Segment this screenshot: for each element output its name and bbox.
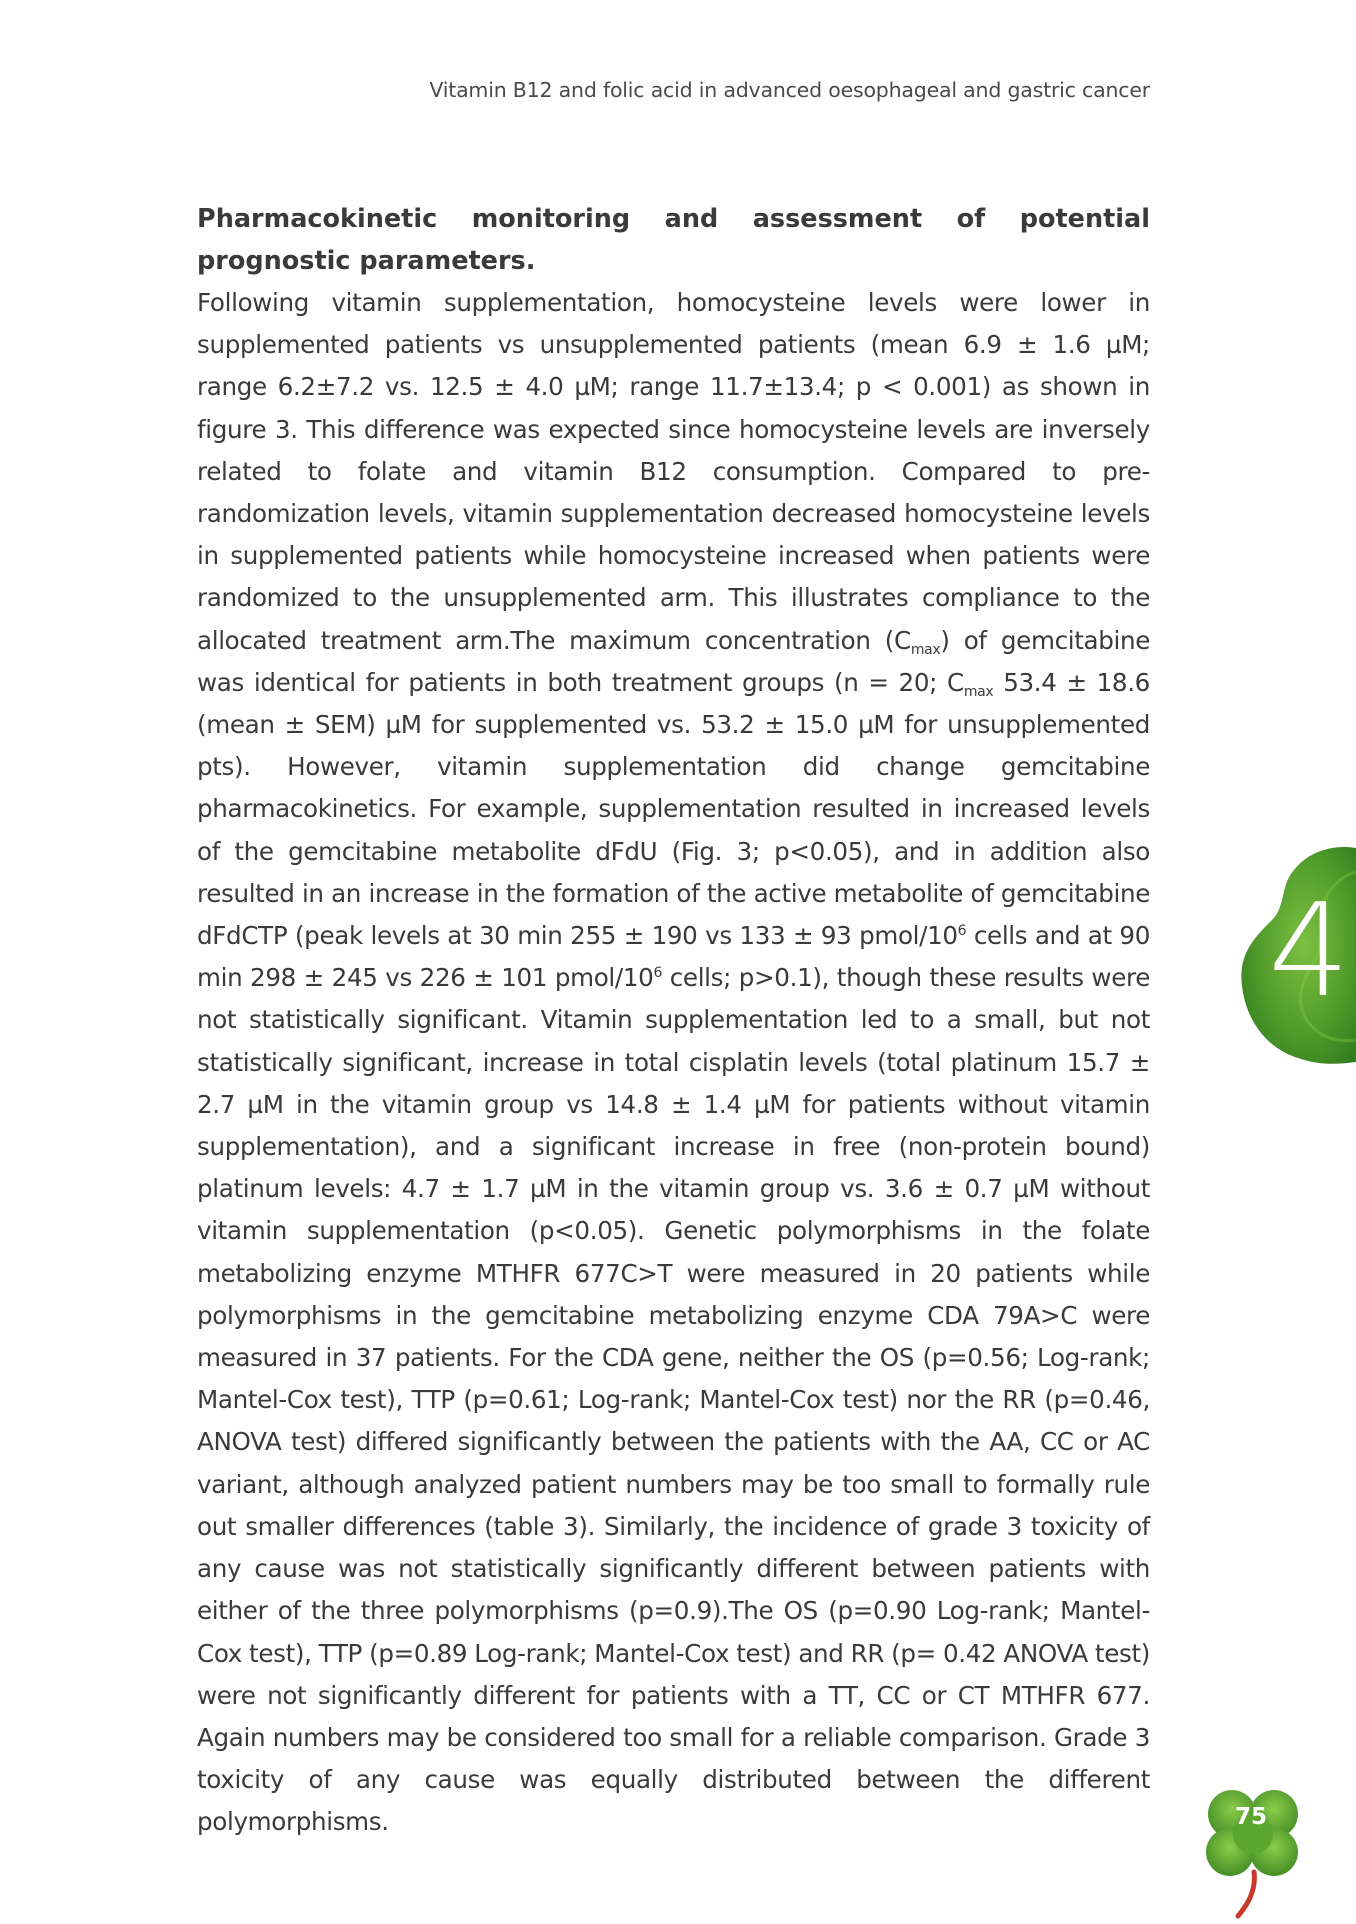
superscript-6: 6 xyxy=(957,923,967,940)
page-badge xyxy=(1198,1784,1308,1920)
main-content xyxy=(197,198,1150,1844)
text-run-4: cells and at 90 min 298 ± 245 vs 226 ± 101 pmol/10 xyxy=(197,921,1150,993)
cmax-subscript: max xyxy=(910,641,941,658)
text-run-3: 53.4 ± 18.6 (mean ± SEM) µM for supplemented vs. 53.2 ± 15.0 µM for unsupplemented pts). However, vitamin supplementation did change gemcitabine pharmacokinetics. For example, supplementation resulted in increased levels of the gemcitabine metabolite dFdU (Fig. 3; p<0.05), and in addition also resulted in an increase in the formation of the active metabolite of gemcitabine dFdCTP (peak levels at 30 min 255 ± 190 vs 133 ± 93 pmol/10 xyxy=(197,667,1150,951)
superscript-6: 6 xyxy=(653,965,663,982)
chapter-number: 4 xyxy=(1268,877,1350,1026)
chapter-tab xyxy=(1236,842,1356,1068)
section-heading: Pharmacokinetic monitoring and assessment of potential prognostic parameters. xyxy=(197,204,1150,276)
text-run-5: cells; p>0.1), though these results were not statistically significant. Vitamin supplementation led to a small, but not statistically significant, increase in total cisplatin levels (total platinum 15.7 ± 2.7 µM in the vitamin group vs 14.8 ± 1.4 µM for patients without vitamin supplementation), and a significant increase in free (non-protein bound) platinum levels: 4.7 ± 1.7 µM in the vitamin group vs. 3.6 ± 0.7 µM without vitamin supplementation (p<0.05). Genetic polymorphisms in the folate metabolizing enzyme MTHFR 677C>T were measured in 20 patients while polymorphisms in the gemcitabine metabolizing enzyme CDA 79A>C were measured in 37 patients. For the CDA gene, neither the OS (p=0.56; Log-rank; Mantel-Cox test), TTP (p=0.61; Log-rank; Mantel-Cox test) nor the RR (p=0.46, ANOVA test) differed significantly between the patients with the AA, CC or AC variant, although analyzed patient numbers may be too small to formally rule out smaller differences (table 3). Similarly, the incidence of grade 3 toxicity of any cause was not statistically significantly different between patients with either of the three polymorphisms (p=0.9).The OS (p=0.90 Log-rank; Mantel-Cox test), TTP (p=0.89 Log-rank; Mantel-Cox test) and RR (p= 0.42 ANOVA test) were not significantly different for patients with a TT, CC or CT MTHFR 677. Again numbers may be considered too small for a reliable comparison. Grade 3 toxicity of any cause was equally distributed between the different polymorphisms. xyxy=(197,963,1150,1837)
cmax-subscript: max xyxy=(963,683,994,700)
running-header: Vitamin B12 and folic acid in advanced oesophageal and gastric cancer xyxy=(429,78,1150,102)
text-run-2: ) of gemcitabine was identical for patients in both treatment groups (n = 20; C xyxy=(197,625,1150,697)
text-run-1: Following vitamin supplementation, homocysteine levels were lower in supplemented patients vs unsupplemented patients (mean 6.9 ± 1.6 µM; range 6.2±7.2 vs. 12.5 ± 4.0 µM; range 11.7±13.4; p < 0.001) as shown in figure 3. This difference was expected since homocysteine levels are inversely related to folate and vitamin B12 consumption. Compared to pre-randomization levels, vitamin supplementation decreased homocysteine levels in supplemented patients while homocysteine increased when patients were randomized to the unsupplemented arm. This illustrates compliance to the allocated treatment arm.The maximum concentration (C xyxy=(197,288,1150,655)
page-number: 75 xyxy=(1234,1804,1267,1830)
body-paragraph xyxy=(197,282,1150,1844)
